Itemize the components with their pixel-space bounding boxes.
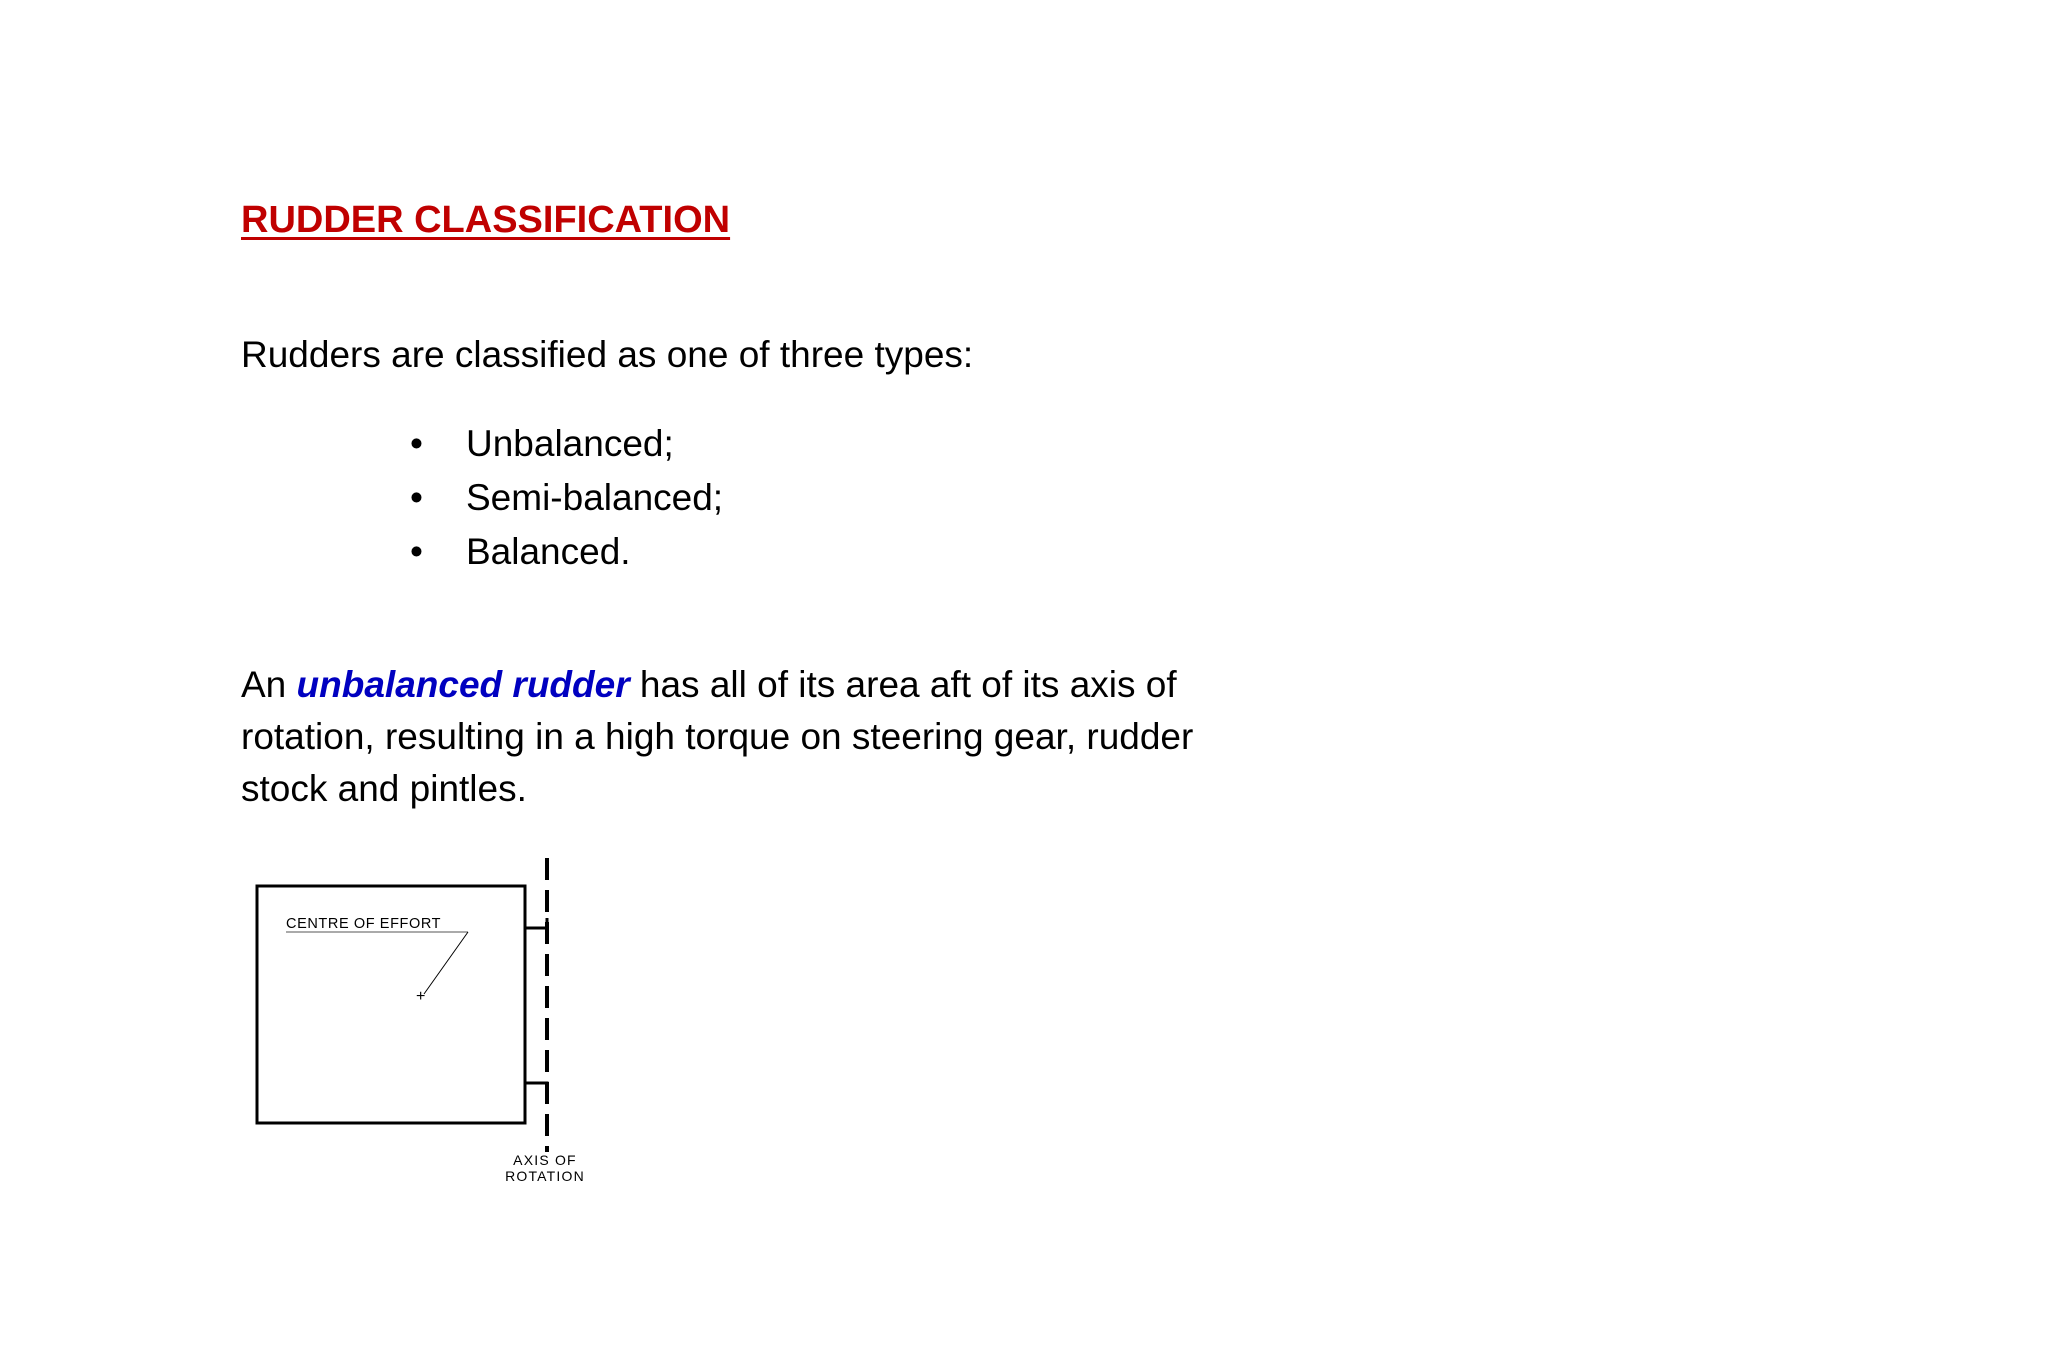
unbalanced-rudder-paragraph bbox=[241, 659, 1241, 815]
paragraph-lead-text: An bbox=[241, 664, 297, 705]
lower-pintle bbox=[525, 1083, 547, 1096]
unbalanced-rudder-term: unbalanced rudder bbox=[296, 664, 630, 705]
list-item-label: Balanced. bbox=[466, 531, 631, 572]
leader-line bbox=[424, 932, 468, 994]
list-item-label: Semi-balanced; bbox=[466, 477, 724, 518]
bullet-icon: • bbox=[410, 423, 423, 464]
rudder-types-list bbox=[400, 417, 723, 579]
list-item bbox=[400, 525, 723, 579]
centre-of-effort-marker: + bbox=[416, 988, 426, 1005]
list-item bbox=[400, 471, 723, 525]
upper-pintle bbox=[525, 918, 547, 928]
page-heading: RUDDER CLASSIFICATION bbox=[241, 199, 731, 241]
axis-label-line1: AXIS OF bbox=[513, 1152, 577, 1168]
list-item-label: Unbalanced; bbox=[466, 423, 674, 464]
bullet-icon: • bbox=[410, 531, 423, 572]
list-item bbox=[400, 417, 723, 471]
intro-text: Rudders are classified as one of three types: bbox=[241, 334, 974, 375]
paragraph-body-text: has all of its area aft of its axis of rotation, resulting in a high torque on steering gear, rudder stock and pintles. bbox=[241, 664, 1194, 809]
axis-label-line2: ROTATION bbox=[505, 1168, 585, 1184]
unbalanced-rudder-diagram bbox=[240, 850, 620, 1190]
bullet-icon: • bbox=[410, 477, 423, 518]
centre-of-effort-label: CENTRE OF EFFORT bbox=[286, 916, 442, 932]
